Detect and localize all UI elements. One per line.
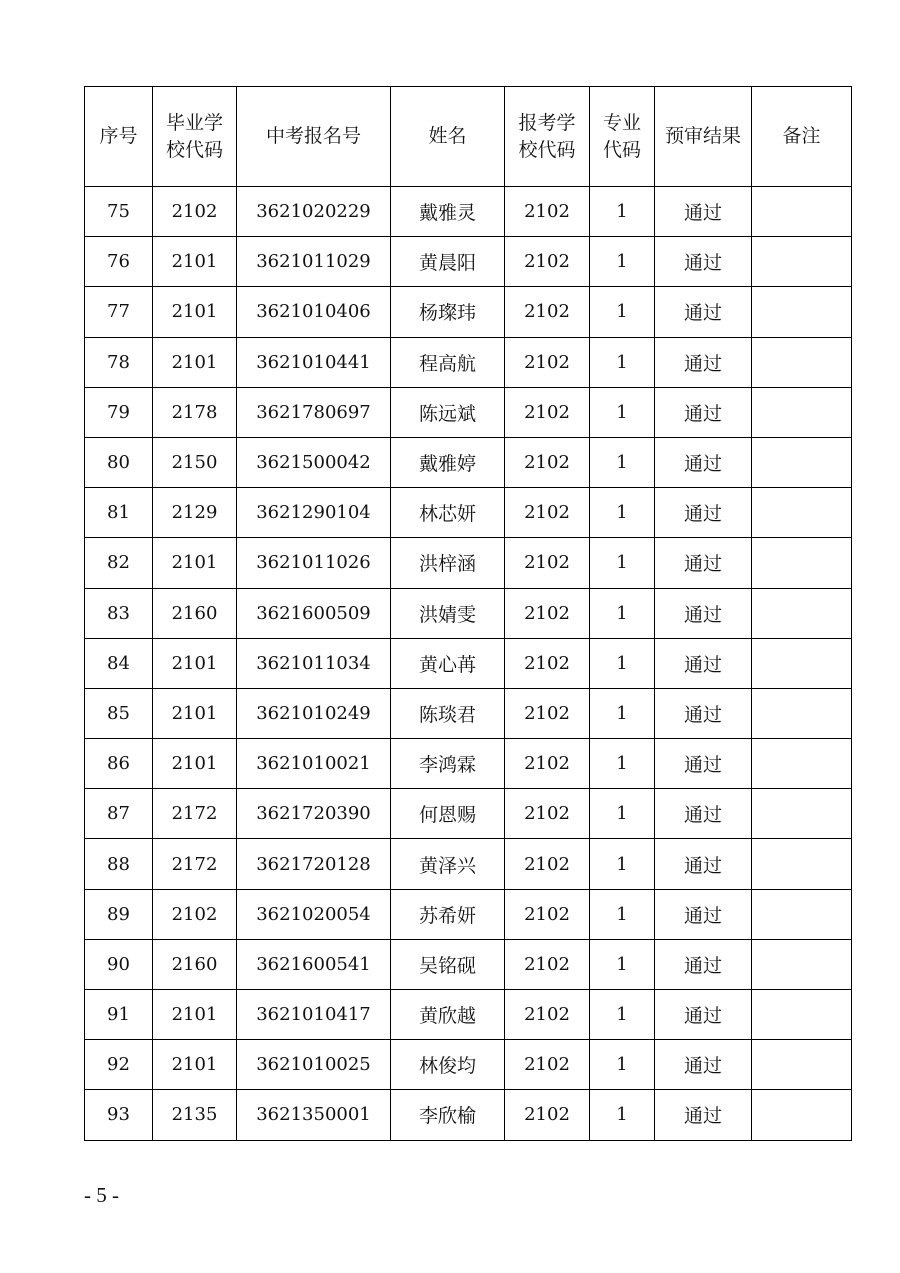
cell-remark <box>752 488 852 538</box>
cell-remark <box>752 990 852 1040</box>
cell-name: 何恩赐 <box>391 789 505 839</box>
cell-name: 洪婧雯 <box>391 588 505 638</box>
cell-seq: 84 <box>85 638 153 688</box>
cell-result: 通过 <box>655 337 752 387</box>
cell-seq: 92 <box>85 1040 153 1090</box>
cell-name: 李欣榆 <box>391 1090 505 1140</box>
cell-remark <box>752 337 852 387</box>
cell-apply-school-code: 2102 <box>505 638 590 688</box>
cell-grad-school-code: 2101 <box>153 688 237 738</box>
cell-result: 通过 <box>655 990 752 1040</box>
table-row <box>85 437 852 487</box>
cell-seq: 82 <box>85 538 153 588</box>
cell-exam-reg-no: 3621011034 <box>237 638 391 688</box>
cell-major-code: 1 <box>590 237 655 287</box>
header-row <box>85 87 852 187</box>
cell-major-code: 1 <box>590 287 655 337</box>
cell-major-code: 1 <box>590 488 655 538</box>
table-row <box>85 839 852 889</box>
cell-apply-school-code: 2102 <box>505 437 590 487</box>
cell-apply-school-code: 2102 <box>505 688 590 738</box>
cell-major-code: 1 <box>590 387 655 437</box>
cell-apply-school-code: 2102 <box>505 337 590 387</box>
cell-seq: 90 <box>85 939 153 989</box>
cell-seq: 87 <box>85 789 153 839</box>
cell-result: 通过 <box>655 237 752 287</box>
table-row <box>85 337 852 387</box>
cell-seq: 89 <box>85 889 153 939</box>
cell-seq: 85 <box>85 688 153 738</box>
table-row <box>85 387 852 437</box>
cell-exam-reg-no: 3621290104 <box>237 488 391 538</box>
table-row <box>85 538 852 588</box>
cell-grad-school-code: 2101 <box>153 287 237 337</box>
header-remarks: 备注 <box>752 87 852 187</box>
cell-remark <box>752 1090 852 1140</box>
cell-exam-reg-no: 3621600541 <box>237 939 391 989</box>
cell-grad-school-code: 2160 <box>153 588 237 638</box>
cell-result: 通过 <box>655 187 752 237</box>
cell-grad-school-code: 2135 <box>153 1090 237 1140</box>
table-header <box>85 87 852 187</box>
table-row <box>85 688 852 738</box>
cell-remark <box>752 889 852 939</box>
cell-apply-school-code: 2102 <box>505 889 590 939</box>
table-body <box>85 187 852 1141</box>
cell-grad-school-code: 2150 <box>153 437 237 487</box>
cell-result: 通过 <box>655 387 752 437</box>
table-row <box>85 287 852 337</box>
cell-grad-school-code: 2178 <box>153 387 237 437</box>
cell-exam-reg-no: 3621011029 <box>237 237 391 287</box>
table-row <box>85 889 852 939</box>
cell-result: 通过 <box>655 739 752 789</box>
cell-grad-school-code: 2101 <box>153 1040 237 1090</box>
cell-result: 通过 <box>655 889 752 939</box>
cell-major-code: 1 <box>590 739 655 789</box>
cell-seq: 86 <box>85 739 153 789</box>
header-major-code: 专业 代码 <box>590 87 655 187</box>
cell-major-code: 1 <box>590 187 655 237</box>
cell-apply-school-code: 2102 <box>505 287 590 337</box>
cell-exam-reg-no: 3621010021 <box>237 739 391 789</box>
cell-seq: 91 <box>85 990 153 1040</box>
cell-seq: 88 <box>85 839 153 889</box>
cell-remark <box>752 1040 852 1090</box>
cell-major-code: 1 <box>590 1040 655 1090</box>
cell-exam-reg-no: 3621010441 <box>237 337 391 387</box>
cell-seq: 79 <box>85 387 153 437</box>
cell-grad-school-code: 2101 <box>153 237 237 287</box>
cell-apply-school-code: 2102 <box>505 739 590 789</box>
cell-major-code: 1 <box>590 889 655 939</box>
table-row <box>85 939 852 989</box>
cell-name: 杨璨玮 <box>391 287 505 337</box>
cell-remark <box>752 789 852 839</box>
cell-name: 吴铭砚 <box>391 939 505 989</box>
cell-apply-school-code: 2102 <box>505 237 590 287</box>
cell-remark <box>752 237 852 287</box>
cell-major-code: 1 <box>590 990 655 1040</box>
cell-grad-school-code: 2101 <box>153 638 237 688</box>
cell-apply-school-code: 2102 <box>505 187 590 237</box>
cell-apply-school-code: 2102 <box>505 1090 590 1140</box>
cell-grad-school-code: 2129 <box>153 488 237 538</box>
cell-grad-school-code: 2172 <box>153 789 237 839</box>
cell-name: 黄晨阳 <box>391 237 505 287</box>
cell-remark <box>752 287 852 337</box>
cell-exam-reg-no: 3621720390 <box>237 789 391 839</box>
cell-result: 通过 <box>655 488 752 538</box>
cell-result: 通过 <box>655 287 752 337</box>
cell-remark <box>752 739 852 789</box>
cell-remark <box>752 538 852 588</box>
cell-seq: 83 <box>85 588 153 638</box>
cell-result: 通过 <box>655 1040 752 1090</box>
cell-result: 通过 <box>655 638 752 688</box>
cell-major-code: 1 <box>590 939 655 989</box>
cell-seq: 81 <box>85 488 153 538</box>
admission-pre-review-table <box>84 86 852 1141</box>
table-row <box>85 739 852 789</box>
header-name: 姓名 <box>391 87 505 187</box>
cell-result: 通过 <box>655 588 752 638</box>
cell-grad-school-code: 2160 <box>153 939 237 989</box>
cell-apply-school-code: 2102 <box>505 939 590 989</box>
table-row <box>85 789 852 839</box>
cell-exam-reg-no: 3621010025 <box>237 1040 391 1090</box>
cell-exam-reg-no: 3621780697 <box>237 387 391 437</box>
cell-apply-school-code: 2102 <box>505 588 590 638</box>
cell-name: 苏希妍 <box>391 889 505 939</box>
table-row <box>85 237 852 287</box>
table-row <box>85 488 852 538</box>
cell-remark <box>752 638 852 688</box>
page-number: - 5 - <box>84 1183 119 1207</box>
cell-exam-reg-no: 3621010406 <box>237 287 391 337</box>
cell-apply-school-code: 2102 <box>505 538 590 588</box>
header-exam-reg-no: 中考报名号 <box>237 87 391 187</box>
cell-name: 陈琰君 <box>391 688 505 738</box>
cell-name: 林俊均 <box>391 1040 505 1090</box>
cell-major-code: 1 <box>590 789 655 839</box>
cell-exam-reg-no: 3621020229 <box>237 187 391 237</box>
cell-remark <box>752 688 852 738</box>
cell-remark <box>752 187 852 237</box>
table-row <box>85 588 852 638</box>
header-apply-school-code: 报考学 校代码 <box>505 87 590 187</box>
cell-result: 通过 <box>655 939 752 989</box>
cell-result: 通过 <box>655 789 752 839</box>
cell-exam-reg-no: 3621020054 <box>237 889 391 939</box>
cell-major-code: 1 <box>590 437 655 487</box>
cell-grad-school-code: 2172 <box>153 839 237 889</box>
cell-seq: 77 <box>85 287 153 337</box>
cell-remark <box>752 387 852 437</box>
cell-grad-school-code: 2101 <box>153 337 237 387</box>
cell-name: 李鸿霖 <box>391 739 505 789</box>
cell-apply-school-code: 2102 <box>505 488 590 538</box>
cell-major-code: 1 <box>590 839 655 889</box>
table-row <box>85 638 852 688</box>
cell-remark <box>752 588 852 638</box>
cell-result: 通过 <box>655 538 752 588</box>
cell-exam-reg-no: 3621010249 <box>237 688 391 738</box>
cell-seq: 76 <box>85 237 153 287</box>
cell-grad-school-code: 2102 <box>153 187 237 237</box>
header-grad-school-code: 毕业学 校代码 <box>153 87 237 187</box>
cell-name: 林芯妍 <box>391 488 505 538</box>
cell-major-code: 1 <box>590 538 655 588</box>
cell-seq: 75 <box>85 187 153 237</box>
cell-apply-school-code: 2102 <box>505 839 590 889</box>
cell-apply-school-code: 2102 <box>505 990 590 1040</box>
cell-name: 黄欣越 <box>391 990 505 1040</box>
cell-exam-reg-no: 3621011026 <box>237 538 391 588</box>
cell-remark <box>752 437 852 487</box>
cell-apply-school-code: 2102 <box>505 387 590 437</box>
cell-seq: 80 <box>85 437 153 487</box>
cell-name: 洪梓涵 <box>391 538 505 588</box>
table-row <box>85 1040 852 1090</box>
cell-exam-reg-no: 3621010417 <box>237 990 391 1040</box>
cell-remark <box>752 839 852 889</box>
cell-name: 戴雅婷 <box>391 437 505 487</box>
cell-result: 通过 <box>655 688 752 738</box>
cell-major-code: 1 <box>590 1090 655 1140</box>
cell-exam-reg-no: 3621720128 <box>237 839 391 889</box>
cell-seq: 93 <box>85 1090 153 1140</box>
cell-name: 黄泽兴 <box>391 839 505 889</box>
cell-seq: 78 <box>85 337 153 387</box>
cell-name: 戴雅灵 <box>391 187 505 237</box>
cell-exam-reg-no: 3621600509 <box>237 588 391 638</box>
table-row <box>85 990 852 1040</box>
table-row <box>85 1090 852 1140</box>
cell-major-code: 1 <box>590 588 655 638</box>
header-result: 预审结果 <box>655 87 752 187</box>
cell-result: 通过 <box>655 1090 752 1140</box>
cell-remark <box>752 939 852 989</box>
cell-name: 陈远斌 <box>391 387 505 437</box>
cell-apply-school-code: 2102 <box>505 1040 590 1090</box>
cell-exam-reg-no: 3621350001 <box>237 1090 391 1140</box>
header-seq: 序号 <box>85 87 153 187</box>
cell-grad-school-code: 2101 <box>153 990 237 1040</box>
cell-name: 程高航 <box>391 337 505 387</box>
cell-result: 通过 <box>655 437 752 487</box>
cell-result: 通过 <box>655 839 752 889</box>
cell-grad-school-code: 2102 <box>153 889 237 939</box>
cell-major-code: 1 <box>590 638 655 688</box>
cell-grad-school-code: 2101 <box>153 739 237 789</box>
cell-apply-school-code: 2102 <box>505 789 590 839</box>
cell-grad-school-code: 2101 <box>153 538 237 588</box>
table-row <box>85 187 852 237</box>
cell-major-code: 1 <box>590 337 655 387</box>
cell-major-code: 1 <box>590 688 655 738</box>
cell-exam-reg-no: 3621500042 <box>237 437 391 487</box>
cell-name: 黄心苒 <box>391 638 505 688</box>
